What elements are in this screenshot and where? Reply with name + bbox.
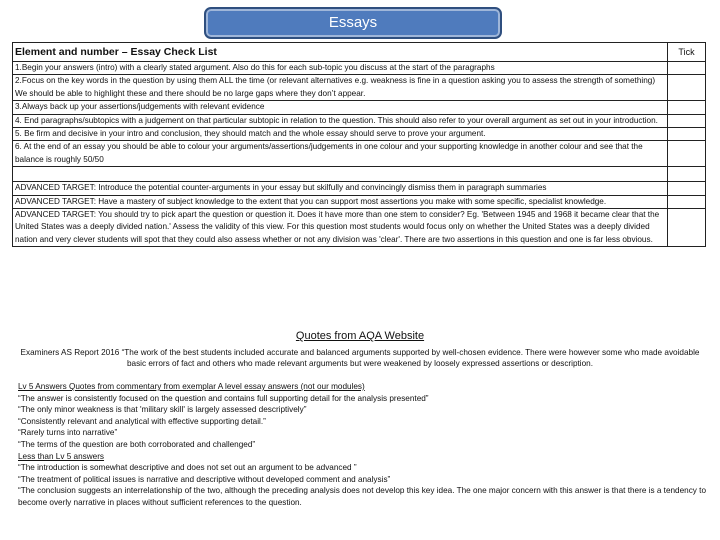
page-title: Essays <box>204 7 502 39</box>
less-than-lv5-quote: “The introduction is somewhat descriptive and does not set out an argument to be advanced ” <box>18 463 357 473</box>
checklist-row <box>13 101 706 114</box>
checklist-row <box>13 62 706 75</box>
tick-cell[interactable] <box>668 182 706 195</box>
checklist-item: 2.Focus on the key words in the question by using them ALL the time (or relevant alternatives e.g. weakness is fine in a question asking you to assess the strength of something) We should be able to highlight these and there should be no large gaps where they don’t appear. <box>13 75 668 101</box>
checklist-item: 5. Be firm and decisive in your intro and conclusion, they should match and the whole essay should serve to prove your argument. <box>13 128 668 141</box>
tick-cell[interactable] <box>668 209 706 247</box>
tick-cell[interactable] <box>668 101 706 114</box>
advanced-row <box>13 195 706 208</box>
tick-cell[interactable] <box>668 114 706 127</box>
less-than-lv5-quote: “The treatment of political issues is narrative and descriptive without developed comment and analysis” <box>18 474 391 484</box>
tick-header: Tick <box>668 43 706 62</box>
spacer-row <box>13 167 706 182</box>
advanced-item: ADVANCED TARGET: You should try to pick apart the question or question it. Does it have more than one stem to consider? Eg. 'Between 1945 and 1968 it became clear that the United States was a deeply divided nation.' Assess the validity of this view. For this question most students would focus only on whether the United States was a deeply divided nation and very clever students will spot that they could also assess whether or not any division was 'clear'. There are two assertions in this question and one is far less obvious. <box>13 209 668 247</box>
checklist-header: Element and number – Essay Check List <box>13 43 668 62</box>
advanced-item: ADVANCED TARGET: Have a mastery of subject knowledge to the extent that you can support most assertions you make with some specific, specialist knowledge. <box>13 195 668 208</box>
advanced-row <box>13 182 706 195</box>
checklist-row <box>13 128 706 141</box>
checklist-item: 4. End paragraphs/subtopics with a judgement on that particular subtopic in relation to the question. This should also refer to your overall argument as set out in your introduction. <box>13 114 668 127</box>
checklist-item: 6. At the end of an essay you should be able to colour your arguments/assertions/judgements in one colour and your supporting knowledge in another colour and see that the balance is roughly 50/50 <box>13 141 668 167</box>
quotes-list <box>18 381 708 509</box>
less-than-lv5-quote: “The conclusion suggests an interrelationship of the two, although the preceding analysis does not develop this key idea. The one major concern with this answer is that there is a tendency to become overly narrative in places without sufficient references to the question. <box>18 486 707 507</box>
checklist-row <box>13 114 706 127</box>
checklist-item: 1.Begin your answers (intro) with a clearly stated argument. Also do this for each sub-topic you discuss at the start of the paragraphs <box>13 62 668 75</box>
checklist-row <box>13 75 706 101</box>
advanced-row <box>13 209 706 247</box>
tick-cell[interactable] <box>668 167 706 182</box>
tick-cell[interactable] <box>668 195 706 208</box>
lv5-heading: Lv 5 Answers Quotes from commentary from exemplar A level essay answers (not our modules) <box>18 382 365 391</box>
essay-checklist-table <box>12 42 706 247</box>
checklist-header-row <box>13 43 706 62</box>
lv5-quote: “The answer is consistently focused on the question and contains full supporting detail for the analysis presented” <box>18 393 429 403</box>
lv5-quote: “The terms of the question are both corroborated and challenged” <box>18 439 256 449</box>
tick-cell[interactable] <box>668 62 706 75</box>
lv5-quote: “The only minor weakness is that 'military skill' is largely assessed descriptively” <box>18 405 307 415</box>
checklist-item: 3.Always back up your assertions/judgements with relevant evidence <box>13 101 668 114</box>
advanced-item: ADVANCED TARGET: Introduce the potential counter-arguments in your essay but skilfully and convincingly dismiss them in paragraph summaries <box>13 182 668 195</box>
quotes-title: Quotes from AQA Website <box>295 330 425 342</box>
lv5-quote: “Consistently relevant and analytical with effective supporting detail.” <box>18 416 266 426</box>
checklist-row <box>13 141 706 167</box>
tick-cell[interactable] <box>668 75 706 101</box>
lv5-quote: “Rarely turns into narrative” <box>18 428 118 438</box>
examiners-report-quote: Examiners AS Report 2016 “The work of the best students included accurate and balanced arguments supported by well-chosen evidence. There were however some who made avoidable basic errors of fact and others who made relevant arguments but were weakened by loosely expressed assertions or description. <box>20 348 700 369</box>
tick-cell[interactable] <box>668 128 706 141</box>
spacer-cell <box>13 167 668 182</box>
less-than-lv5-heading: Less than Lv 5 answers <box>18 451 105 461</box>
tick-cell[interactable] <box>668 141 706 167</box>
